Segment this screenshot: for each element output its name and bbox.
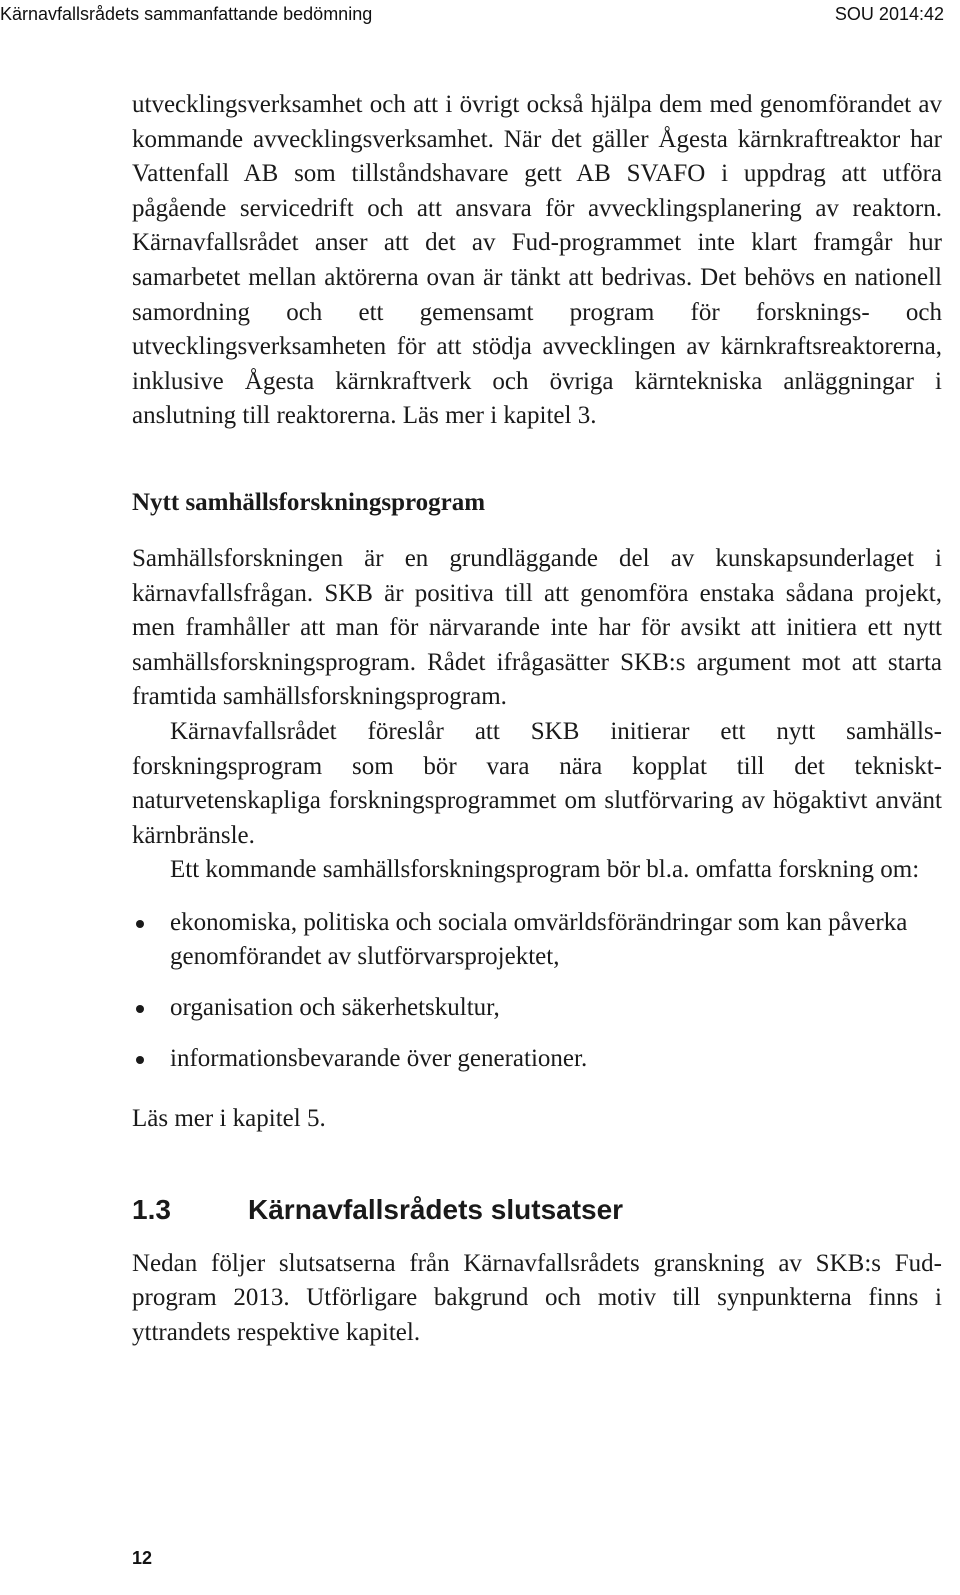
- section-heading: Nytt samhällsforskningsprogram: [132, 488, 486, 516]
- running-title: Kärnavfallsrådets sammanfattande bedömning: [0, 4, 373, 24]
- subsection-title: Kärnavfallsrådets slutsatser: [248, 1193, 624, 1225]
- bullet-icon: [136, 920, 144, 928]
- list-item: ekonomiska, politiska och sociala omvärldsförändringar som kan påverka genomförandet av slutförvarsprojektet,: [132, 906, 942, 975]
- bullet-icon: [136, 1056, 144, 1064]
- page-body: [132, 88, 942, 1351]
- document-reference: SOU 2014:42: [834, 4, 944, 24]
- bullet-icon: [136, 1005, 144, 1013]
- paragraph: Kärnavfallsrådet föreslår att SKB initierar ett nytt samhällsforskningsprogram som bör vara nära kopplat till det tekniskt-naturvetenskapliga forskningsprogrammet om slutförvaring av högaktivt använt kärnbränsle.: [132, 717, 942, 849]
- paragraph: Samhällsforskningen är en grundläggande del av kunskapsunderlaget i kärnavfallsfrågan. SKB är positiva till att genomföra enstaka sådana projekt, men framhåller att man för närvarande inte har för avsikt att initiera ett nytt samhällsforskningsprogram. Rådet ifrågasätter SKB:s argument mot att starta framtida samhällsforskningsprogram.: [132, 544, 942, 711]
- read-more: Läs mer i kapitel 5.: [132, 1105, 326, 1133]
- paragraph: Nedan följer slutsatserna från Kärnavfallsrådets granskning av SKB:s Fud-program 2013. Utförligare bakgrund och motiv till synpunkterna finns i yttrandets respektive kapitel.: [132, 1249, 942, 1347]
- page-header: [0, 0, 960, 34]
- bullet-list: [132, 906, 942, 1076]
- list-item: informationsbevarande över generationer.: [132, 1042, 942, 1077]
- subsection-heading: [132, 1193, 942, 1227]
- subsection-number: 1.3: [132, 1193, 171, 1225]
- paragraph: Ett kommande samhällsforskningsprogram bör bl.a. omfatta forskning om:: [170, 856, 920, 884]
- page-number: 12: [132, 1548, 153, 1568]
- paragraph-continued: utvecklingsverksamhet och att i övrigt också hjälpa dem med genomförandet av kommande avvecklingsverksamhet. När det gäller Ågesta kärnkraftreaktor har Vattenfall AB som tillståndshavare gett AB SVAFO i uppdrag att utföra pågående servicedrift och att ansvara för avvecklingsplanering av reaktorn. Kärnavfallsrådet anser att det av Fud-programmet inte klart framgår hur samarbetet mellan aktörerna ovan är tänkt att bedrivas. Det behövs en nationell samordning och ett gemensamt program för forsknings- och utvecklingsverksamheten för att stödja avvecklingen av kärnkraftsreaktorerna, inklusive Ågesta kärnkraftverk och övriga kärntekniska anläggningar i anslutning till reaktorerna. Läs mer i kapitel 3.: [132, 91, 942, 430]
- list-item: organisation och säkerhetskultur,: [132, 991, 942, 1026]
